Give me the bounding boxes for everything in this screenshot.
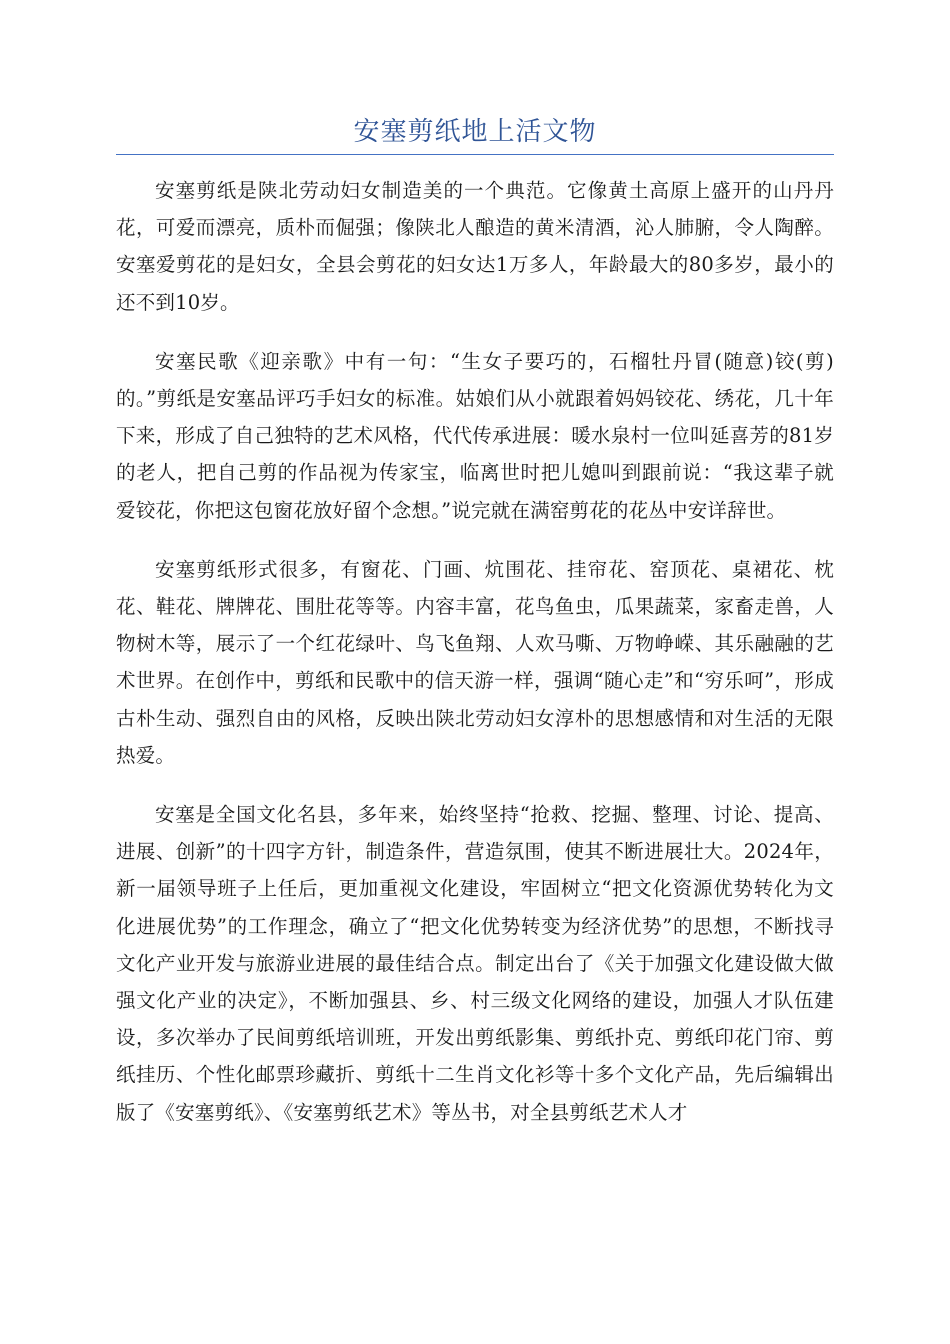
document-body <box>116 172 834 1153</box>
paragraph-3: 安塞剪纸形式很多，有窗花、门画、炕围花、挂帘花、窑顶花、桌裙花、枕花、鞋花、牌牌花、围肚花等等。内容丰富，花鸟鱼虫，瓜果蔬菜，家畜走兽，人物树木等，展示了一个红花绿叶、鸟飞鱼翔、人欢马嘶、万物峥嵘、其乐融融的艺术世界。在创作中，剪纸和民歌中的信天游一样，强调“随心走”和“穷乐呵”，形成古朴生动、强烈自由的风格，反映出陕北劳动妇女淳朴的思想感情和对生活的无限热爱。 <box>116 557 834 767</box>
paragraph-4: 安塞是全国文化名县，多年来，始终坚持“抢救、挖掘、整理、讨论、提高、进展、创新”的十四字方针，制造条件，营造氛围，使其不断进展壮大。2024年，新一届领导班子上任后，更加重视文化建设，牢固树立“把文化资源优势转化为文化进展优势”的工作理念，确立了“把文化优势转变为经济优势”的思想，不断找寻文化产业开发与旅游业进展的最佳结合点。制定出台了《关于加强文化建设做大做强文化产业的决定》，不断加强县、乡、村三级文化网络的建设，加强人才队伍建设，多次举办了民间剪纸培训班，开发出剪纸影集、剪纸扑克、剪纸印花门帘、剪纸挂历、个性化邮票珍藏折、剪纸十二生肖文化衫等十多个文化产品，先后编辑出版了《安塞剪纸》、《安塞剪纸艺术》等丛书，对全县剪纸艺术人才 <box>116 803 834 1124</box>
document-title: 安塞剪纸地上活文物 <box>353 117 597 147</box>
title-underline <box>116 154 834 155</box>
paragraph-2: 安塞民歌《迎亲歌》中有一句：“生女子要巧的，石榴牡丹冒(随意)铰(剪)的。”剪纸是安塞品评巧手妇女的标准。姑娘们从小就跟着妈妈铰花、绣花，几十年下来，形成了自己独特的艺术风格，代代传承进展：暖水泉村一位叫延喜芳的81岁的老人，把自己剪的作品视为传家宝，临离世时把儿媳叫到跟前说：“我这辈子就爱铰花，你把这包窗花放好留个念想。”说完就在满窑剪花的花丛中安详辞世。 <box>116 349 834 522</box>
paragraph-1: 安塞剪纸是陕北劳动妇女制造美的一个典范。它像黄土高原上盛开的山丹丹花，可爱而漂亮，质朴而倔强；像陕北人酿造的黄米清酒，沁人肺腑，令人陶醉。安塞爱剪花的是妇女，全县会剪花的妇女达1万多人，年龄最大的80多岁，最小的还不到10岁。 <box>116 179 834 314</box>
